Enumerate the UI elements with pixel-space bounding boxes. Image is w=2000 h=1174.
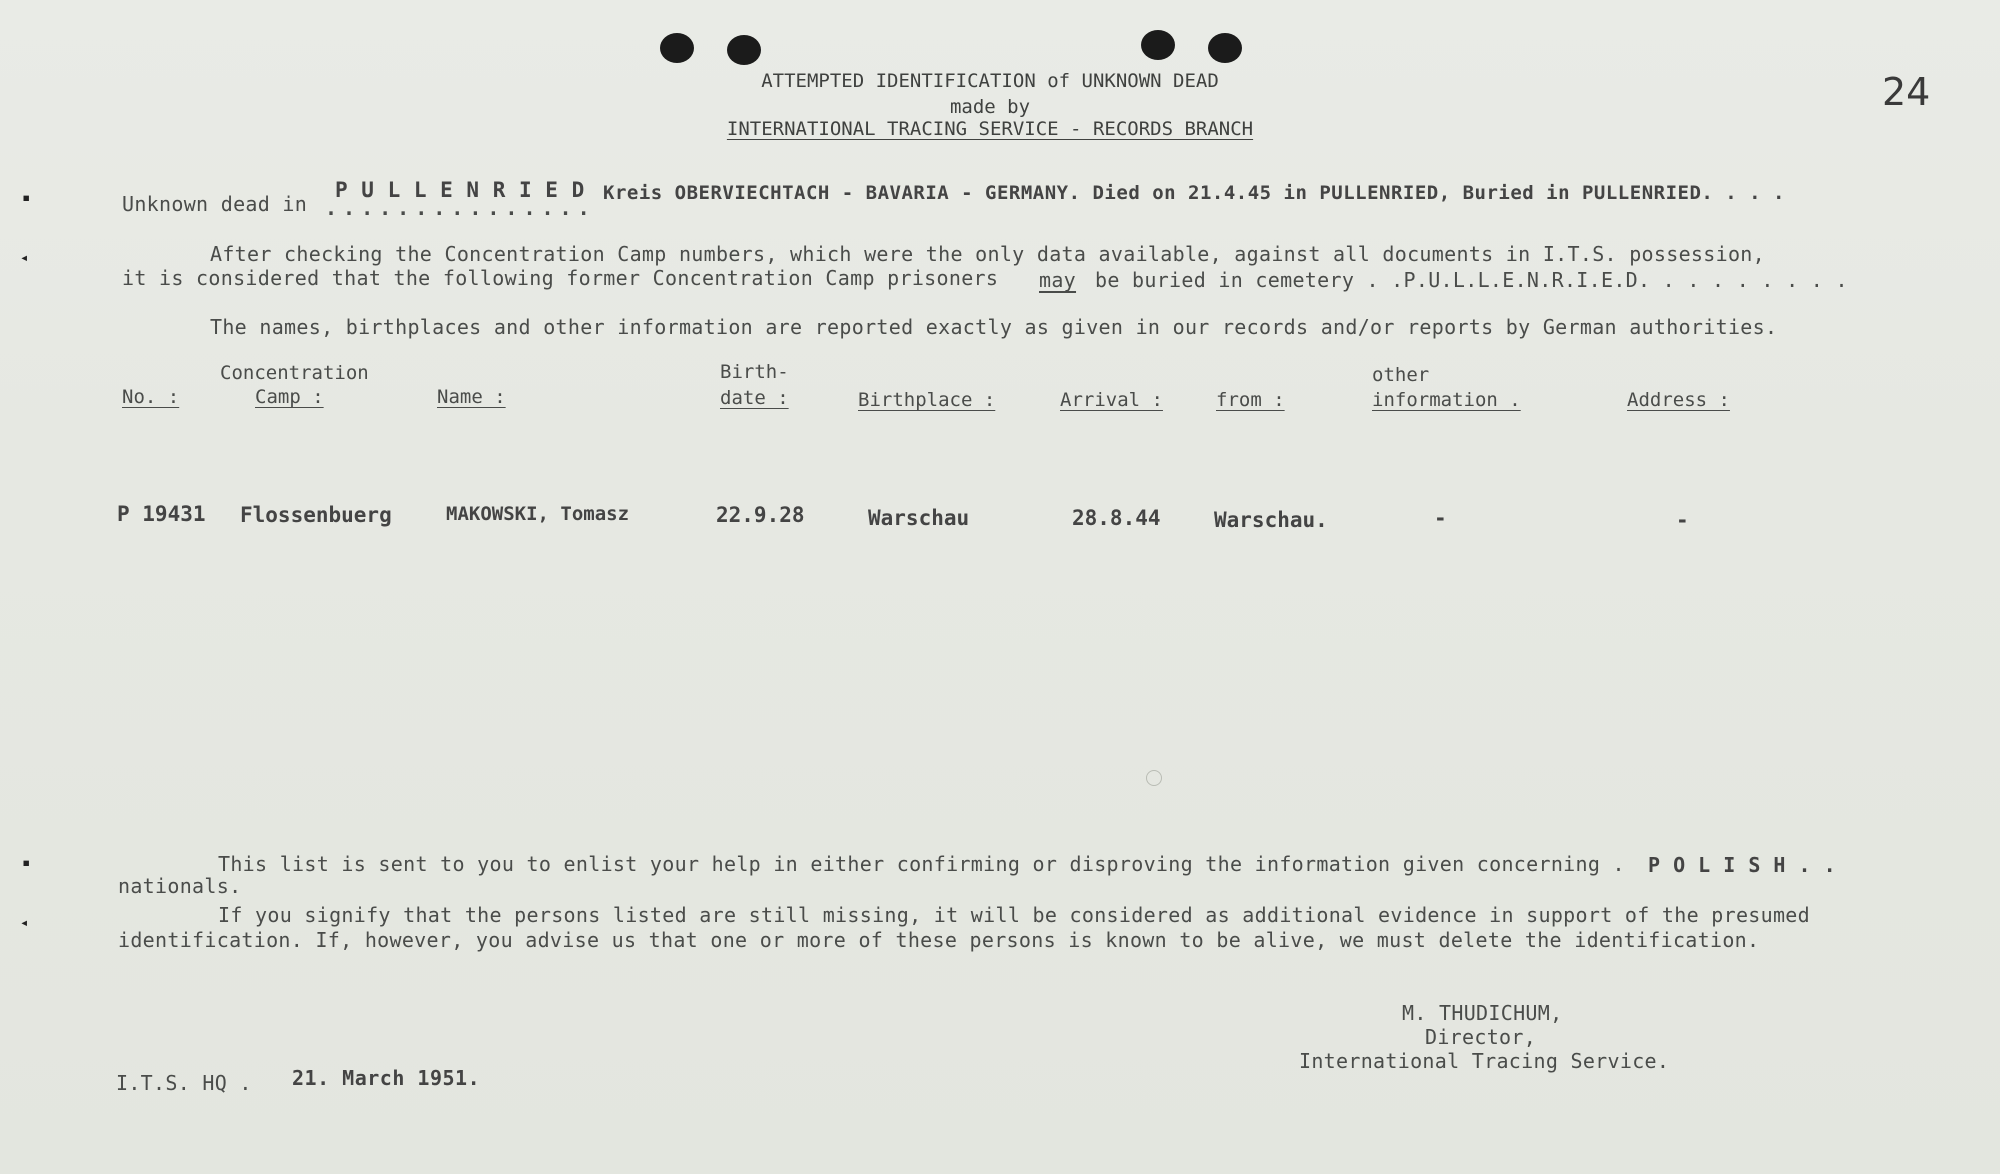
intro-line-2b: be buried in cemetery . .P.U.L.L.E.N.R.I.E.D. . . . . . . . .: [1095, 268, 1848, 292]
col-header-birthdate: date :: [720, 387, 789, 409]
cell-birthdate: 22.9.28: [716, 503, 805, 527]
closing-p1-line-1: This list is sent to you to enlist your help in either confirming or disproving the information given concerning .: [218, 852, 1625, 876]
col-header-no: No. :: [122, 386, 180, 408]
intro-may: may: [1039, 268, 1077, 292]
header-title: ATTEMPTED IDENTIFICATION of UNKNOWN DEAD: [761, 70, 1219, 92]
col-header-address: Address :: [1627, 389, 1730, 411]
col-header-name: Name :: [437, 386, 506, 408]
header-organization: INTERNATIONAL TRACING SERVICE - RECORDS BRANCH: [726, 118, 1254, 140]
cell-no: P 19431: [117, 502, 206, 526]
location-place: P U L L E N R I E D: [335, 178, 585, 202]
signature-title: Director,: [1425, 1025, 1537, 1049]
cell-camp: Flossenbuerg: [240, 503, 392, 527]
col-header-other: information .: [1372, 389, 1521, 411]
punch-hole-2: [727, 35, 761, 65]
footer-prefix: I.T.S. HQ .: [116, 1071, 252, 1095]
col-header-other-top: other: [1372, 364, 1430, 386]
location-dots: ...............: [325, 196, 596, 220]
cell-name: MAKOWSKI, Tomasz: [446, 503, 630, 525]
cell-birthplace: Warschau: [868, 506, 970, 530]
margin-mark: ◂: [20, 250, 29, 266]
closing-p2-line-1: If you signify that the persons listed are still missing, it will be considered as additional evidence in support of the presumed: [218, 903, 1810, 927]
footer-date: 21. March 1951.: [292, 1066, 481, 1090]
circle-mark: [1146, 770, 1162, 786]
location-prefix: Unknown dead in: [122, 192, 308, 216]
margin-mark: ◂: [20, 915, 29, 931]
col-header-camp-top: Concentration: [220, 362, 369, 384]
col-header-birthplace: Birthplace :: [858, 389, 996, 411]
col-header-camp: Camp :: [255, 386, 324, 408]
header-subtitle: made by: [949, 96, 1031, 118]
closing-p2-line-2: identification. If, however, you advise us that one or more of these persons is known to be alive, we must delete the identification.: [118, 928, 1760, 952]
cell-address: -: [1676, 508, 1689, 532]
punch-hole-4: [1208, 33, 1242, 63]
col-header-arrival: Arrival :: [1060, 389, 1163, 411]
intro-line-3: The names, birthplaces and other information are reported exactly as given in our records and/or reports by German authorities.: [210, 315, 1778, 339]
punch-hole-3: [1141, 30, 1175, 60]
location-detail: Kreis OBERVIECHTACH - BAVARIA - GERMANY. Died on 21.4.45 in PULLENRIED, Buried in PULLENRIED. . . .: [603, 182, 1785, 204]
margin-mark: ▪: [22, 190, 31, 206]
cell-from: Warschau.: [1214, 508, 1328, 532]
intro-line-2a: it is considered that the following former Concentration Camp prisoners: [122, 266, 999, 290]
cell-other: -: [1434, 506, 1447, 530]
col-header-birth-top: Birth-: [720, 361, 789, 383]
signature-name: M. THUDICHUM,: [1402, 1001, 1563, 1025]
intro-line-1: After checking the Concentration Camp numbers, which were the only data available, against all documents in I.T.S. possession,: [210, 242, 1765, 266]
cell-arrival: 28.8.44: [1072, 506, 1161, 530]
page-number: 24: [1882, 70, 1931, 114]
closing-nationality: P O L I S H . .: [1648, 853, 1837, 877]
punch-hole-1: [660, 33, 694, 63]
margin-mark: ▪: [22, 855, 31, 871]
signature-org: International Tracing Service.: [1299, 1049, 1670, 1073]
col-header-from: from :: [1216, 389, 1285, 411]
closing-p1-line-2: nationals.: [118, 874, 242, 898]
